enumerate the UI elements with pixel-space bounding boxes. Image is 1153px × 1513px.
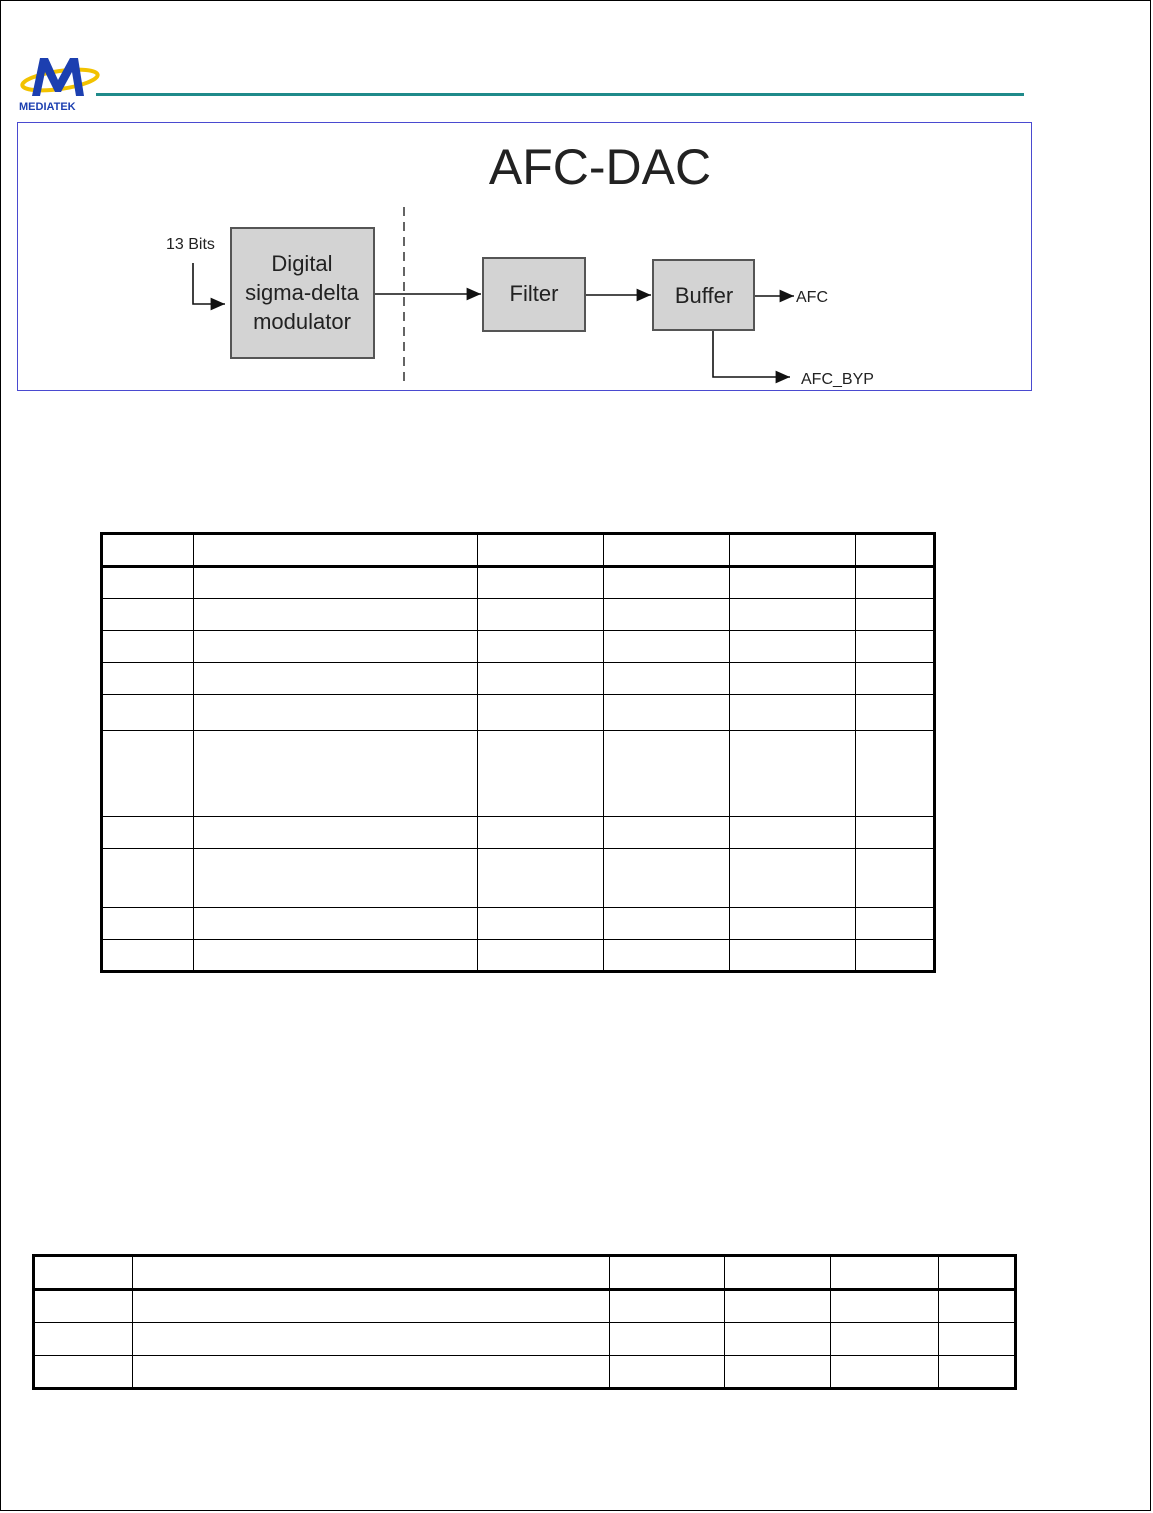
table-cell [610,1290,725,1323]
table-cell [856,940,935,972]
table-row [34,1356,1016,1389]
table-cell [730,534,856,567]
table-cell [725,1290,831,1323]
logo-text: MEDIATEK [19,101,76,113]
table-cell [604,849,730,908]
table-row [102,567,935,599]
table-cell [856,599,935,631]
table-row [102,695,935,731]
table-cell [610,1323,725,1356]
table-cell [102,663,194,695]
table-cell [604,731,730,817]
table-cell [730,631,856,663]
table-cell [856,663,935,695]
table-cell [133,1323,610,1356]
buffer-label: Buffer [674,283,734,308]
table-cell [725,1256,831,1290]
table-cell [725,1356,831,1389]
table-cell [194,908,478,940]
afc-byp-output-label: AFC_BYP [801,371,874,388]
table-cell [939,1256,1016,1290]
table-cell [34,1290,133,1323]
table-cell [831,1323,939,1356]
table-cell [478,663,604,695]
table-row [102,663,935,695]
table-row [102,908,935,940]
figure-frame [17,122,1032,391]
spec-table-2 [32,1254,1017,1390]
table-cell [102,599,194,631]
table-cell [478,908,604,940]
table-cell [102,940,194,972]
table-cell [34,1356,133,1389]
table-cell [856,817,935,849]
table-cell [194,817,478,849]
table-cell [730,599,856,631]
modulator-line-1: Digital [271,251,333,276]
table-header-row [102,534,935,567]
afc-dac-diagram [18,123,1031,390]
table-cell [133,1356,610,1389]
table-cell [939,1290,1016,1323]
table-cell [604,534,730,567]
table-cell [831,1290,939,1323]
table-cell [133,1256,610,1290]
table-cell [730,849,856,908]
table-cell [730,908,856,940]
table-cell [725,1323,831,1356]
table-row [102,817,935,849]
table-cell [604,567,730,599]
table-header-row [34,1256,1016,1290]
table-cell [856,695,935,731]
table-cell [610,1256,725,1290]
diagram-title: AFC-DAC [488,139,712,195]
table-cell [194,695,478,731]
table-row [102,849,935,908]
table-row [34,1323,1016,1356]
mediatek-logo [18,52,100,114]
table-cell [478,695,604,731]
table-cell [102,731,194,817]
table-cell [604,908,730,940]
table-cell [478,940,604,972]
table-cell [133,1290,610,1323]
table-cell [610,1356,725,1389]
table-cell [478,534,604,567]
table-cell [856,849,935,908]
table-cell [194,849,478,908]
table-cell [194,534,478,567]
table-cell [194,663,478,695]
table-cell [102,849,194,908]
table-row [102,731,935,817]
input-arrow [193,263,225,304]
table-row [102,599,935,631]
table-cell [604,663,730,695]
table-cell [478,731,604,817]
table-cell [102,817,194,849]
table-cell [604,695,730,731]
table-cell [856,908,935,940]
table-cell [194,567,478,599]
table-cell [730,731,856,817]
table-cell [730,817,856,849]
table-cell [856,567,935,599]
table-cell [194,731,478,817]
table-cell [194,631,478,663]
table-cell [478,599,604,631]
table-cell [194,599,478,631]
filter-label: Filter [509,281,559,306]
table-cell [102,631,194,663]
table-cell [478,849,604,908]
table-row [102,631,935,663]
table-cell [939,1356,1016,1389]
table-cell [856,631,935,663]
table-cell [34,1323,133,1356]
table-cell [604,940,730,972]
table-cell [194,940,478,972]
table-cell [856,534,935,567]
table-cell [102,908,194,940]
afc-byp-arrow [713,331,790,377]
table-row [102,940,935,972]
table-cell [939,1323,1016,1356]
table-cell [730,940,856,972]
table-row [34,1290,1016,1323]
table-cell [478,567,604,599]
table-cell [730,663,856,695]
table-cell [604,599,730,631]
table-cell [831,1256,939,1290]
table-cell [102,567,194,599]
table-cell [730,695,856,731]
spec-table-1 [100,532,936,973]
input-label: 13 Bits [166,236,215,253]
afc-output-label: AFC [796,289,828,306]
modulator-line-3: modulator [253,309,351,334]
table-cell [102,534,194,567]
table-cell [604,817,730,849]
table-cell [856,731,935,817]
table-cell [478,817,604,849]
modulator-line-2: sigma-delta [245,280,359,305]
table-cell [478,631,604,663]
header-rule [96,93,1024,96]
table-cell [34,1256,133,1290]
table-cell [831,1356,939,1389]
table-cell [102,695,194,731]
table-cell [604,631,730,663]
table-cell [730,567,856,599]
